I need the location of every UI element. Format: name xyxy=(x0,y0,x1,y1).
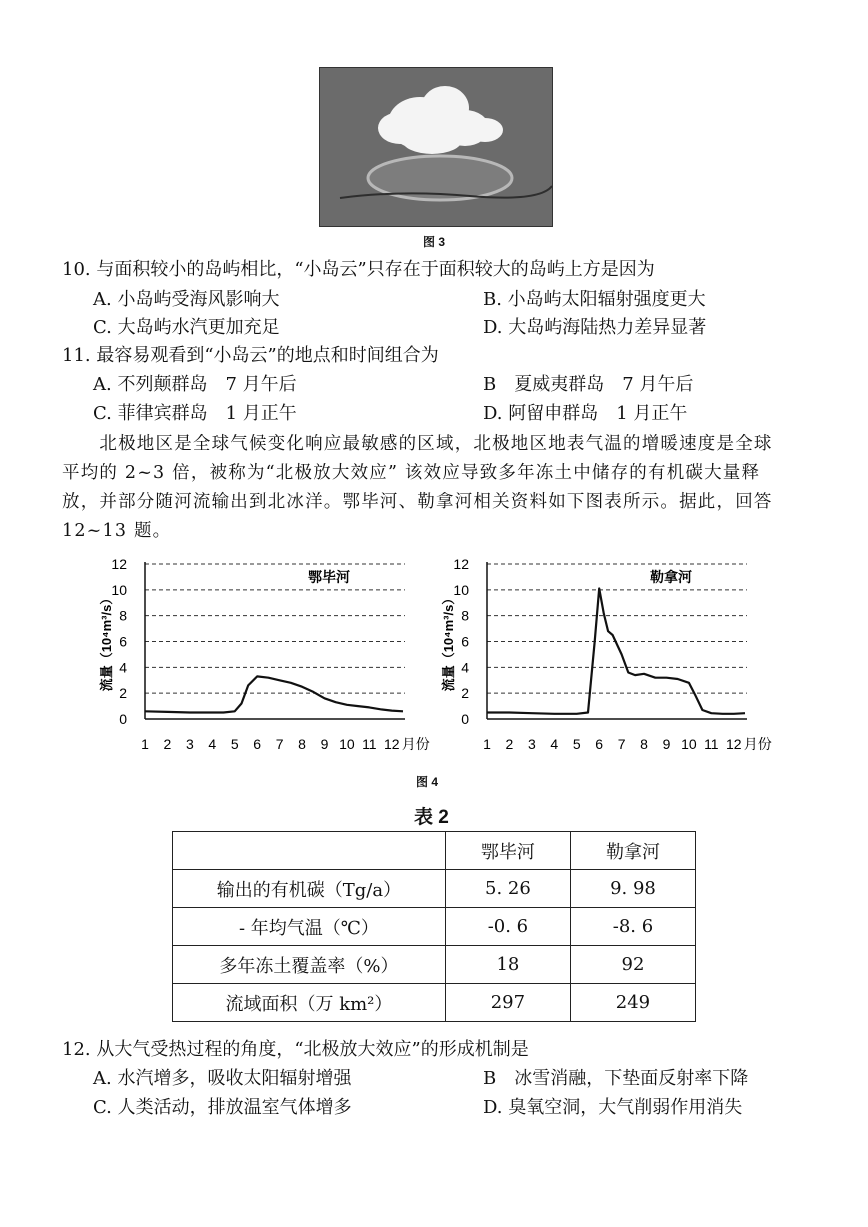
y-tick-label: 8 xyxy=(461,607,469,624)
x-axis-label: 月份 xyxy=(401,736,430,752)
x-tick-label: 5 xyxy=(230,736,239,752)
table-row xyxy=(173,946,696,984)
table-cell: 5. 26 xyxy=(445,870,570,908)
table-header-row xyxy=(173,832,696,870)
x-tick-label: 8 xyxy=(640,736,648,752)
table-cell: 9. 98 xyxy=(570,870,695,908)
x-tick-label: 7 xyxy=(275,736,284,752)
x-tick-label: 4 xyxy=(550,736,559,752)
q12-option-c[interactable]: C. 人类活动，排放温室气体增多 xyxy=(93,1097,352,1118)
passage-line-3: 放，并部分随河流输出到北冰洋。鄂毕河、勒拿河相关资料如下图表所示。据此，回答 xyxy=(62,492,773,512)
table-header-cell: 勒拿河 xyxy=(570,832,695,870)
y-tick-label: 10 xyxy=(111,581,127,598)
x-tick-label: 9 xyxy=(320,736,329,752)
table-header-cell xyxy=(173,832,446,870)
figure4-caption: 图 4 xyxy=(416,775,439,789)
x-tick-label: 2 xyxy=(505,736,514,752)
y-tick-label: 10 xyxy=(453,581,469,598)
y-axis-label: 流量（10⁴m³/s） xyxy=(441,591,456,692)
table-cell: -8. 6 xyxy=(570,908,695,946)
y-tick-label: 8 xyxy=(119,607,127,624)
x-tick-label: 2 xyxy=(163,736,172,752)
chart-title: 勒拿河 xyxy=(649,569,692,585)
table-cell: -0. 6 xyxy=(445,908,570,946)
table2-title: 表 2 xyxy=(414,807,449,828)
q10-option-b[interactable]: B. 小岛屿太阳辐射强度更大 xyxy=(483,289,706,310)
figure3-caption: 图 3 xyxy=(423,235,446,249)
passage-line-4: 12~13 题。 xyxy=(62,521,172,541)
island-cloud-illustration xyxy=(320,68,552,226)
q10-stem: 10. 与面积较小的岛屿相比，“小岛云”只存在于面积较大的岛屿上方是因为 xyxy=(62,259,655,280)
y-tick-label: 12 xyxy=(111,556,127,572)
y-tick-label: 12 xyxy=(453,556,469,572)
table-row xyxy=(173,908,696,946)
table-cell: 297 xyxy=(445,984,570,1022)
y-tick-label: 6 xyxy=(119,633,127,650)
x-tick-label: 12 xyxy=(383,736,400,752)
x-tick-label: 10 xyxy=(681,736,697,752)
x-tick-label: 4 xyxy=(208,736,217,752)
x-tick-label: 1 xyxy=(483,736,491,752)
x-tick-label: 12 xyxy=(725,736,742,752)
table-row xyxy=(173,984,696,1022)
x-tick-label: 9 xyxy=(662,736,671,752)
q10-option-c[interactable]: C. 大岛屿水汽更加充足 xyxy=(93,317,280,338)
q12-option-b[interactable]: B 冰雪消融，下垫面反射率下降 xyxy=(483,1068,749,1089)
island-cloud-photo xyxy=(319,67,553,227)
x-tick-label: 1 xyxy=(141,736,149,752)
x-tick-label: 6 xyxy=(595,736,604,752)
y-tick-label: 4 xyxy=(119,659,127,676)
x-tick-label: 10 xyxy=(339,736,355,752)
table-row xyxy=(173,870,696,908)
x-tick-label: 3 xyxy=(185,736,194,752)
x-tick-label: 6 xyxy=(253,736,262,752)
y-axis-label: 流量（10⁴m³/s） xyxy=(99,591,114,692)
q11-option-d[interactable]: D. 阿留申群岛 1 月正午 xyxy=(483,403,688,424)
q11-option-b[interactable]: B 夏威夷群岛 7 月午后 xyxy=(483,374,694,395)
table2 xyxy=(172,831,696,1022)
q11-stem: 11. 最容易观看到“小岛云”的地点和时间组合为 xyxy=(62,345,439,366)
passage-line-1: 北极地区是全球气候变化响应最敏感的区域，北极地区地表气温的增暖速度是全球 xyxy=(62,434,773,454)
y-tick-label: 6 xyxy=(461,633,469,650)
q11-option-a[interactable]: A. 不列颠群岛 7 月午后 xyxy=(93,374,297,395)
y-tick-label: 4 xyxy=(461,659,469,676)
table-cell: - 年均气温（℃） xyxy=(173,908,446,946)
lena-river-flow-chart xyxy=(437,552,777,762)
x-axis-label: 月份 xyxy=(743,736,772,752)
x-tick-label: 11 xyxy=(362,736,377,752)
table-cell: 输出的有机碳（Tg/a） xyxy=(173,870,446,908)
q10-option-d[interactable]: D. 大岛屿海陆热力差异显著 xyxy=(483,317,707,338)
y-tick-label: 0 xyxy=(461,711,469,727)
passage xyxy=(62,430,822,546)
ob-river-flow-chart xyxy=(95,552,430,762)
x-tick-label: 8 xyxy=(298,736,306,752)
q11-option-c[interactable]: C. 菲律宾群岛 1 月正午 xyxy=(93,403,297,424)
table-cell: 流域面积（万 km²） xyxy=(173,984,446,1022)
table-header-cell: 鄂毕河 xyxy=(445,832,570,870)
y-tick-label: 2 xyxy=(461,685,469,702)
passage-line-2: 平均的 2~3 倍，被称为“北极放大效应” 该效应导致多年冻土中储存的有机碳大量释 xyxy=(62,463,761,483)
x-tick-label: 7 xyxy=(617,736,626,752)
table-cell: 92 xyxy=(570,946,695,984)
flow-series-line xyxy=(487,589,745,714)
y-tick-label: 2 xyxy=(119,685,127,702)
y-tick-label: 0 xyxy=(119,711,127,727)
q10-option-a[interactable]: A. 小岛屿受海风影响大 xyxy=(93,289,280,310)
q12-option-a[interactable]: A. 水汽增多，吸收太阳辐射增强 xyxy=(93,1068,352,1089)
table-cell: 249 xyxy=(570,984,695,1022)
flow-series-line xyxy=(145,676,403,712)
chart-title: 鄂毕河 xyxy=(307,569,350,585)
x-tick-label: 5 xyxy=(572,736,581,752)
q12-stem: 12. 从大气受热过程的角度，“北极放大效应”的形成机制是 xyxy=(62,1039,529,1060)
table-cell: 多年冻土覆盖率（%） xyxy=(173,946,446,984)
table-cell: 18 xyxy=(445,946,570,984)
q12-option-d[interactable]: D. 臭氧空洞，大气削弱作用消失 xyxy=(483,1097,743,1118)
x-tick-label: 11 xyxy=(704,736,719,752)
x-tick-label: 3 xyxy=(527,736,536,752)
